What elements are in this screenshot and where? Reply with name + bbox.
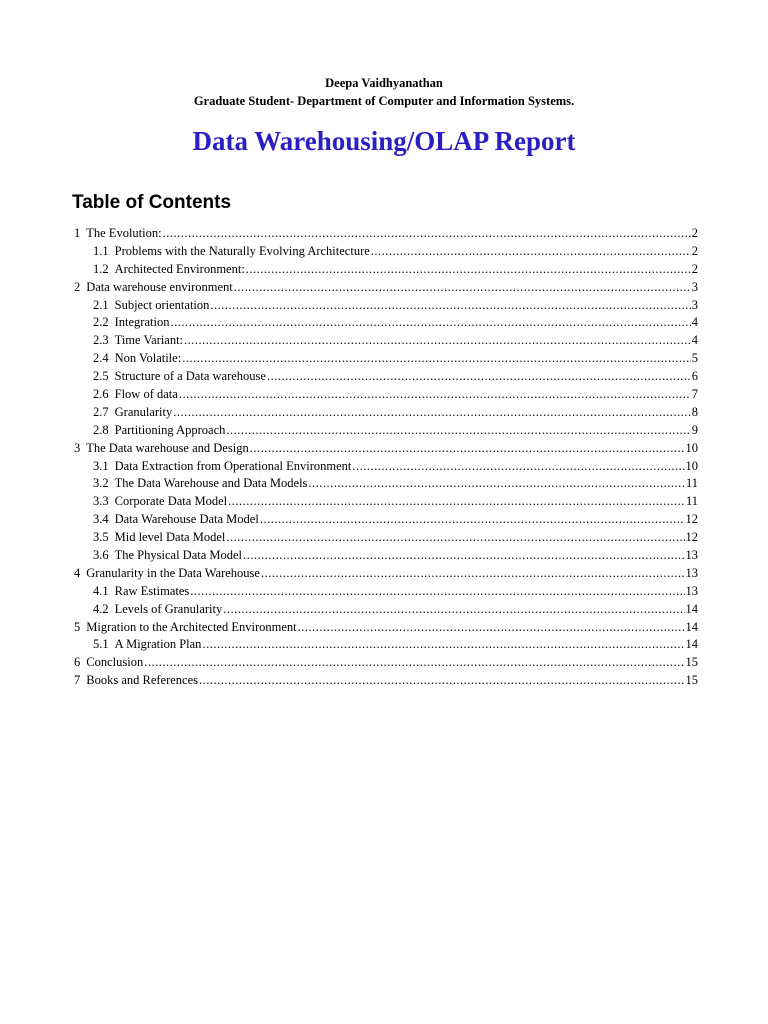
toc-entry-page[interactable]: 4 — [691, 333, 698, 348]
toc-dot-leader — [210, 298, 690, 313]
toc-entry-number: 4.1 — [93, 583, 109, 598]
toc-entry-page[interactable]: 14 — [685, 601, 698, 616]
toc-entry[interactable] — [74, 673, 698, 691]
toc-entry[interactable] — [74, 423, 698, 441]
toc-entry[interactable] — [74, 530, 698, 548]
toc-entry-number: 5 — [74, 619, 81, 634]
toc-dot-leader — [179, 387, 691, 402]
toc-entry[interactable] — [74, 387, 698, 405]
toc-entry[interactable] — [74, 637, 698, 655]
toc-entry-number: 3 — [74, 440, 81, 455]
toc-entry-title[interactable]: Books and References — [86, 673, 199, 688]
toc-entry-title[interactable]: Time Variant: — [114, 333, 184, 348]
toc-entry-title[interactable]: Migration to the Architected Environment — [86, 619, 297, 634]
toc-entry[interactable] — [74, 298, 698, 316]
toc-entry-number: 2.3 — [93, 333, 109, 348]
author-department: Graduate Student- Department of Computer and Information Systems. — [193, 94, 575, 108]
toc-heading: Table of Contents — [72, 192, 232, 213]
toc-dot-leader — [223, 602, 684, 617]
toc-entry-page[interactable]: 15 — [685, 673, 698, 688]
toc-dot-leader — [352, 459, 684, 474]
toc-dot-leader — [246, 262, 691, 277]
toc-entry-page[interactable]: 15 — [685, 655, 698, 670]
toc-entry-number: 3.5 — [93, 530, 109, 545]
toc-entry-number: 2.5 — [93, 369, 109, 384]
toc-entry[interactable] — [74, 441, 698, 459]
toc-entry[interactable] — [74, 584, 698, 602]
toc-entry[interactable] — [74, 512, 698, 530]
toc-dot-leader — [308, 476, 685, 491]
toc-entry-title[interactable]: Structure of a Data warehouse — [114, 369, 266, 384]
toc-entry-number: 3.4 — [93, 512, 109, 527]
toc-entry-number: 7 — [74, 673, 81, 688]
toc-dot-leader — [190, 584, 684, 599]
toc-entry[interactable] — [74, 315, 698, 333]
toc-entry[interactable] — [74, 602, 698, 620]
toc-entry-title[interactable]: Subject orientation — [114, 297, 210, 312]
toc-entry-title[interactable]: Raw Estimates — [114, 583, 190, 598]
toc-entry-page[interactable]: 6 — [691, 369, 698, 384]
toc-dot-leader — [173, 405, 691, 420]
toc-entry-title[interactable]: Conclusion — [86, 655, 144, 670]
toc-entry-number: 2.2 — [93, 315, 109, 330]
toc-dot-leader — [267, 369, 691, 384]
toc-entry-page[interactable]: 2 — [691, 261, 698, 276]
toc-entry-title[interactable]: The Physical Data Model — [114, 548, 243, 563]
toc-entry-title[interactable]: A Migration Plan — [114, 637, 202, 652]
toc-dot-leader — [226, 423, 690, 438]
toc-entry-page[interactable]: 5 — [691, 351, 698, 366]
toc-entry-title[interactable]: Problems with the Naturally Evolving Architecture — [114, 243, 370, 258]
toc-entry-title[interactable]: Granularity — [114, 404, 173, 419]
toc-entry-page[interactable]: 14 — [685, 637, 698, 652]
toc-entry-title[interactable]: The Data warehouse and Design — [86, 440, 249, 455]
toc-entry-number: 3.1 — [93, 458, 109, 473]
toc-entry[interactable] — [74, 548, 698, 566]
toc-entry-page[interactable]: 2 — [691, 243, 698, 258]
toc-entry[interactable] — [74, 655, 698, 673]
toc-entry-page[interactable]: 8 — [691, 404, 698, 419]
toc-dot-leader — [261, 566, 685, 581]
toc-entry[interactable] — [74, 620, 698, 638]
toc-dot-leader — [260, 512, 685, 527]
toc-entry-page[interactable]: 4 — [691, 315, 698, 330]
toc-entry-title[interactable]: The Data Warehouse and Data Models — [114, 476, 308, 491]
toc-entry[interactable] — [74, 369, 698, 387]
toc-entry-number: 2 — [74, 279, 81, 294]
toc-entry-title[interactable]: Architected Environment: — [114, 261, 245, 276]
toc-entry[interactable] — [74, 494, 698, 512]
toc-entry-title[interactable]: Corporate Data Model — [114, 494, 228, 509]
toc-entry-page[interactable]: 9 — [691, 422, 698, 437]
toc-entry[interactable] — [74, 226, 698, 244]
toc-entry[interactable] — [74, 566, 698, 584]
toc-entry-number: 1 — [74, 226, 81, 240]
report-title: Data Warehousing/OLAP Report — [192, 126, 576, 156]
toc-entry-title[interactable]: Data Extraction from Operational Environment — [114, 458, 352, 473]
toc-dot-leader — [298, 620, 685, 635]
toc-entry[interactable] — [74, 405, 698, 423]
toc-entry-page[interactable]: 10 — [685, 440, 698, 455]
toc-entry[interactable] — [74, 459, 698, 477]
author-name: Deepa Vaidhyanathan — [325, 76, 443, 90]
toc-entry-page[interactable]: 12 — [685, 512, 698, 527]
toc-entry-number: 4 — [74, 565, 81, 580]
toc-entry-page[interactable]: 13 — [685, 565, 698, 580]
toc-entry-page[interactable]: 11 — [685, 494, 698, 509]
toc-entry-title[interactable]: Granularity in the Data Warehouse — [86, 565, 260, 580]
toc-entry-number: 2.4 — [93, 351, 109, 366]
toc-entry-page[interactable]: 3 — [691, 297, 698, 312]
toc-entry-number: 2.8 — [93, 422, 109, 437]
toc-entry[interactable] — [74, 280, 698, 298]
toc-entry-number: 2.1 — [93, 297, 109, 312]
table-of-contents — [74, 226, 698, 691]
toc-entry-number: 5.1 — [93, 637, 109, 652]
toc-entry-title[interactable]: The Evolution: — [86, 226, 162, 240]
toc-dot-leader — [243, 548, 684, 563]
toc-entry-title[interactable]: Flow of data — [114, 387, 178, 402]
toc-dot-leader — [228, 494, 685, 509]
toc-entry-page[interactable]: 7 — [691, 387, 698, 402]
toc-entry-number: 3.3 — [93, 494, 109, 509]
toc-entry-title[interactable]: Levels of Granularity — [114, 601, 223, 616]
toc-dot-leader — [250, 441, 685, 456]
toc-dot-leader — [199, 673, 684, 688]
toc-entry-page[interactable]: 12 — [685, 530, 698, 545]
toc-dot-leader — [144, 655, 684, 670]
toc-dot-leader — [226, 530, 684, 545]
toc-entry-page[interactable]: 2 — [691, 226, 698, 240]
toc-entry[interactable] — [74, 476, 698, 494]
toc-entry-title[interactable]: Non Volatile: — [114, 351, 182, 366]
toc-entry[interactable] — [74, 333, 698, 351]
toc-entry-page[interactable]: 14 — [685, 619, 698, 634]
toc-dot-leader — [184, 333, 691, 348]
toc-entry-title[interactable]: Data warehouse environment — [86, 279, 233, 294]
toc-dot-leader — [202, 637, 684, 652]
toc-entry-title[interactable]: Mid level Data Model — [114, 530, 226, 545]
toc-entry-page[interactable]: 10 — [685, 458, 698, 473]
toc-entry-page[interactable]: 11 — [685, 476, 698, 491]
toc-entry-page[interactable]: 13 — [685, 583, 698, 598]
toc-entry-number: 1.2 — [93, 261, 109, 276]
toc-entry-page[interactable]: 13 — [685, 548, 698, 563]
toc-dot-leader — [234, 280, 691, 295]
toc-dot-leader — [170, 315, 690, 330]
toc-dot-leader — [182, 351, 691, 366]
toc-entry-number: 2.6 — [93, 387, 109, 402]
toc-dot-leader — [371, 244, 691, 259]
toc-entry-number: 3.6 — [93, 548, 109, 563]
toc-entry-title[interactable]: Partitioning Approach — [114, 422, 226, 437]
toc-dot-leader — [163, 226, 691, 241]
toc-entry-title[interactable]: Data Warehouse Data Model — [114, 512, 259, 527]
toc-entry-number: 4.2 — [93, 601, 109, 616]
toc-entry-page[interactable]: 3 — [691, 279, 698, 294]
toc-entry[interactable] — [74, 262, 698, 280]
toc-entry[interactable] — [74, 351, 698, 369]
toc-entry-number: 3.2 — [93, 476, 109, 491]
toc-entry-number: 1.1 — [93, 243, 109, 258]
toc-entry-number: 2.7 — [93, 404, 109, 419]
toc-entry-title[interactable]: Integration — [114, 315, 170, 330]
toc-entry[interactable] — [74, 244, 698, 262]
toc-entry-number: 6 — [74, 655, 81, 670]
